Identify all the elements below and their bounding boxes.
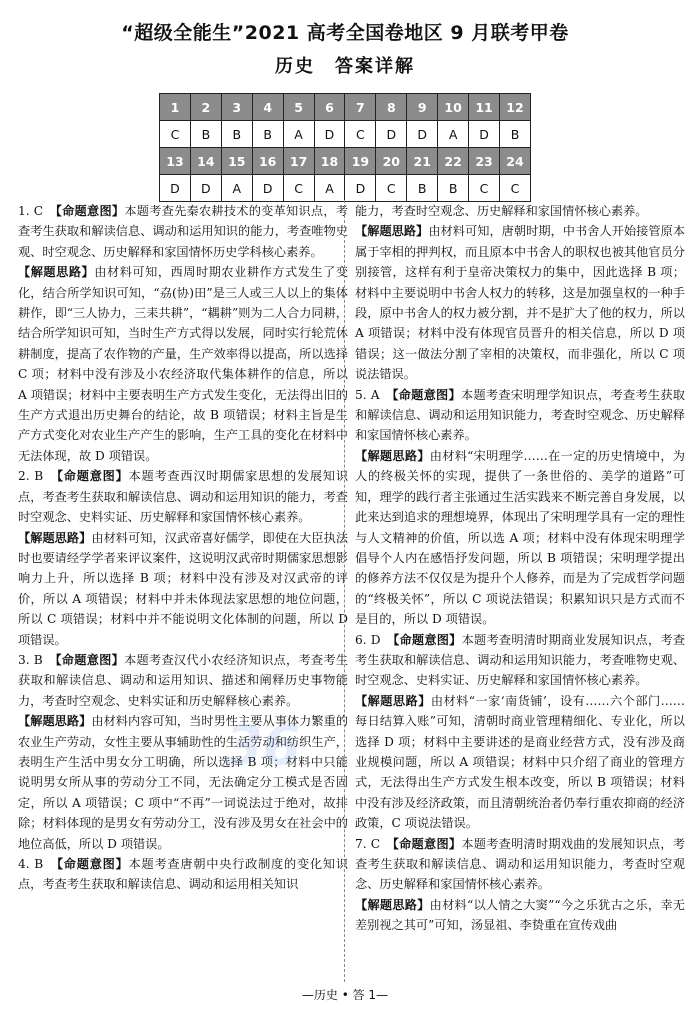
answer-cell: A [314,175,345,202]
answer-cell: A [221,175,252,202]
answer-item-4-cont [355,201,685,221]
intent-tag: 【命题意图】 [55,652,125,667]
answer-cell: D [190,175,221,202]
answer-item-3 [18,650,348,711]
answer-label: 1. C [18,204,56,218]
solution-tag: 【解题思路】 [355,693,431,708]
answer-table-answer-row [160,121,531,148]
question-number: 20 [376,148,407,175]
question-number: 7 [345,94,376,121]
question-number: 12 [499,94,530,121]
solution-tag: 【解题思路】 [18,265,95,280]
answer-cell: B [407,175,438,202]
answer-item-7 [355,834,685,895]
intent-tag: 【命题意图】 [55,204,125,218]
answer-cell: D [376,121,407,148]
solution-1 [18,262,348,466]
page-footer: —历史 • 答 1— [301,988,389,1002]
answer-label: 3. B [18,652,56,667]
solution-text: 由材料可知，唐朝时期，中书舍人开始接管原本属于宰相的押判权，而且原本中书舍人的职权也被其他官员分别接管，这样有利于皇帝决策权力的集中，因此选择 B 项；材料中主要说明中书舍人权力的转移，这是加强皇权的一种手段，原中书舍人的权力被分割，并不是扩大了他的权力，所以 A 项错误；材料中没有体现官员晋升的相关信息，所以 D 项错误；这一做法分割了宰相的决策权，而非强化，所以 C 项说法错误。 [355,224,685,382]
question-number: 3 [221,94,252,121]
answer-item-2 [18,466,348,527]
answer-cell: C [283,175,314,202]
answer-cell: B [252,121,283,148]
intent-text: 本题考查宋明理学知识点，考查考生获取和解读信息、调动和运用知识能力，考查时空观念、历史解释和家国情怀核心素养。 [355,387,685,443]
answer-cell: B [221,121,252,148]
answer-cell: A [438,121,469,148]
watermark-logo-icon [225,706,335,786]
answer-cell: D [345,175,376,202]
solution-tag: 【解题思路】 [355,897,430,912]
question-number: 4 [252,94,283,121]
answer-cell: B [438,175,469,202]
question-number: 8 [376,94,407,121]
answer-label: 7. C [355,836,393,851]
question-number: 6 [314,94,345,121]
question-number: 5 [283,94,314,121]
answer-table-number-row [160,148,531,175]
question-number: 18 [314,148,345,175]
solution-text: 由材料可知，西周时期农业耕作方式发生了变化，结合所学知识可知，“劦(协)田”是三人或三人以上的集体耕作，即“三人协力，三耒共耕”，“耦耕”则为二人合力同耕，结合所学知识可知，当时生产方式得以发展，同时实行轮荒休耕制度，提高了农作物的产量，生产效率得以提高，所以选择 C 项；材料中没有涉及小农经济取代集体耕作的信息，所以 A 项错误；材料中主要表明生产方式发生变化，无法得出旧的生产方式退出历史舞台的结论，故 B 项错误；材料主旨是生产方式变化对农业生产产生的影响，生产工具的变化在材料中无法体现，故 D 项错误。 [18,265,348,463]
answer-item-1 [18,201,348,262]
intent-text: 本题考查唐朝中央行政制度的变化知识点，考查考生获取和解读信息、调动和运用相关知识 [18,857,348,892]
intent-text: 本题考查先秦农耕技术的变革知识点，考查考生获取和解读信息、调动和运用知识的能力，考查唯物史观、时空观念、历史解释和家国情怀历史学科核心素养。 [18,204,348,259]
intent-tag: 【命题意图】 [392,836,462,851]
answer-cell: C [376,175,407,202]
answer-item-5 [355,385,685,446]
answer-cell: D [314,121,345,148]
solution-text: 由材料“以人情之大窦”“今之乐犹古之乐，幸无差别视之其可”可知，汤显祖、李贽重在宣传戏曲 [355,897,685,933]
intent-text: 本题考查汉代小农经济知识点，考查考生获取和解读信息、调动和运用知识、描述和阐释历史事物能力，考查时空观念、史料实证和历史解释核心素养。 [18,652,348,708]
answer-cell: A [283,121,314,148]
page-subtitle: 历史 答案详解 [275,56,415,77]
solution-tag: 【解题思路】 [18,530,92,545]
right-column [355,201,685,981]
question-number: 9 [407,94,438,121]
answer-table [159,93,531,202]
answer-item-4 [18,854,348,895]
answer-item-6 [355,630,685,691]
intent-text: 本题考查明清时期商业发展知识点，考查考生获取和解读信息、调动和运用知识能力，考查唯物史观、时空观念、史料实证、历史解释和家国情怀核心素养。 [355,632,685,688]
answer-cell: D [469,121,500,148]
answer-cell: D [407,121,438,148]
question-number: 17 [283,148,314,175]
answer-cell: C [345,121,376,148]
question-number: 1 [160,94,191,121]
solution-text: 由材料“宋明理学……在一定的历史情境中，为人的终极关怀的实现，提供了一条世俗的、美学的道路”可知，理学的践行者主张通过生活实践来不断完善自身发展，以此来达到追求的理想境界，体现出了宋明理学具有一定的理性与人文精神的价值，所以选 A 项；材料中没有体现宋明理学倡导个人内在感悟抒发问题，所以 B 项错误；宋明理学提出的修养方法不仅仅是为提升个人修养，而是为了完成哲学问题的“终极关怀”，所以 C 项说法错误；积累知识只是方式而不是目的，所以 D 项错误。 [355,448,685,627]
question-number: 11 [469,94,500,121]
question-number: 15 [221,148,252,175]
solution-text: 由材料内容可知，当时男性主要从事体力繁重的农业生产劳动，女性主要从事辅助性的生活劳动和纺织生产，表明生产生活中男女分工明确，所以选择 B 项；材料中只能说明男女所从事的劳动分工不同，无法确定分工模式是否固定，所以 A 项错误；C 项中“不再”一词说法过于绝对，故排除；材料体现的是男女有劳动分工，没有涉及男女在社会中的地位高低，所以 D 项错误。 [18,714,348,851]
question-number: 19 [345,148,376,175]
answer-cell: B [499,121,530,148]
solution-tag: 【解题思路】 [355,448,430,463]
question-number: 22 [438,148,469,175]
answer-label: 2. B [18,469,57,484]
solution-6 [355,691,685,834]
question-number: 2 [190,94,221,121]
solution-tag: 【解题思路】 [355,224,429,239]
column-divider [344,200,345,982]
left-column [18,201,348,981]
answer-table-number-row [160,94,531,121]
answer-table-answer-row [160,175,531,202]
answer-cell: D [160,175,191,202]
solution-7 [355,895,685,936]
solution-tag: 【解题思路】 [18,714,92,729]
question-number: 10 [438,94,469,121]
intent-text: 本题考查明清时期戏曲的发展知识点，考查考生获取和解读信息、调动和运用知识能力，考查时空观念、历史解释和家国情怀核心素养。 [355,836,685,892]
answer-label: 6. D [355,632,394,647]
intent-text: 本题考查西汉时期儒家思想的发展知识点，考查考生获取和解读信息、调动和运用知识的能力，考查时空观念、史料实证、历史解释和家国情怀核心素养。 [18,469,348,525]
answer-cell: D [252,175,283,202]
question-number: 21 [407,148,438,175]
answer-label: 4. B [18,857,57,871]
question-number: 14 [190,148,221,175]
solution-4 [355,221,685,384]
solution-text: 由材料可知，汉武帝喜好儒学，即使在大臣执法时也要请经学学者来评议案件，这说明汉武帝时期儒家思想影响力上升，所以选择 B 项；材料中没有涉及对汉武帝的评价，所以 A 项错误；材料中并未体现法家思想的地位问题，所以 C 项错误；材料中并不能说明文化体制的问题，所以 D 项错误。 [18,530,348,647]
answer-cell: C [160,121,191,148]
question-number: 13 [160,148,191,175]
question-number: 23 [469,148,500,175]
solution-text: 由材料“一家‘南货铺’，设有……六个部门……每日结算入账”可知，清朝时商业管理精细化、专业化，所以选择 D 项；材料中主要讲述的是商业经营方式，没有涉及商业规模问题，所以 A 项错误；材料中只介绍了商业的管理方式，无法得出生产方式发生根本改变，所以 B 项错误；材料中没有涉及经济政策，而且清朝统治者仍奉行重农抑商的经济政策，C 项说法错误。 [355,693,685,831]
solution-2 [18,528,348,650]
intent-text: 能力，考查时空观念、历史解释和家国情怀核心素养。 [355,204,648,218]
answer-cell: B [190,121,221,148]
solution-5 [355,446,685,630]
intent-tag: 【命题意图】 [392,387,461,402]
answer-label: 5. A [355,387,393,402]
answer-cell: C [469,175,500,202]
question-number: 24 [499,148,530,175]
svg-text:36: 36 [225,714,301,777]
intent-tag: 【命题意图】 [393,632,462,647]
intent-tag: 【命题意图】 [56,857,129,871]
answer-cell: C [499,175,530,202]
intent-tag: 【命题意图】 [56,469,129,484]
question-number: 16 [252,148,283,175]
page-title: “超级全能生”2021 高考全国卷地区 9 月联考甲卷 [121,22,569,44]
